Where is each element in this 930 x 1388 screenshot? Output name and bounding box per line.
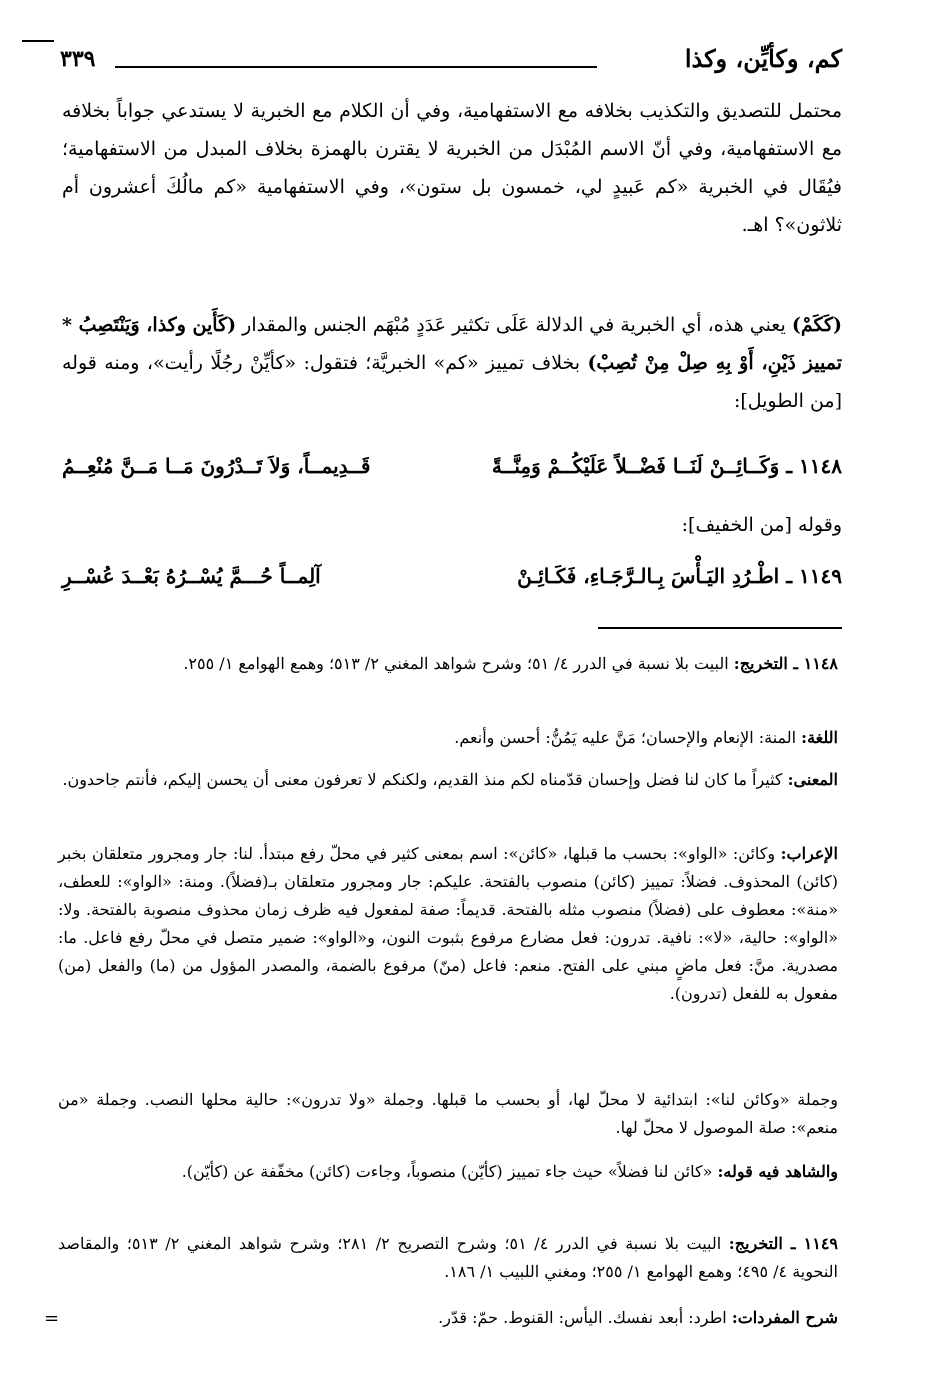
- footnote-1148-text: البيت بلا نسبة في الدرر ٤/ ٥١؛ وشرح شواهد المغني ٢/ ٥١٣؛ وهمع الهوامع ١/ ٢٥٥.: [183, 654, 734, 673]
- continuation-mark: =: [44, 1308, 60, 1329]
- footnote-1148-takhrij: [58, 650, 838, 678]
- footnote-mana: [58, 766, 838, 794]
- footnote-1149-text: البيت بلا نسبة في الدرر ٤/ ٥١؛ وشرح التصريح ٢/ ٢٨١؛ وشرح شواهد المغني ٢/ ٥١٣؛ والمقاصد النحوية ٤/ ٤٩٥؛ وهمع الهوامع ١/ ٢٥٥؛ ومغني اللبيب ١/ ١٨٦.: [58, 1234, 838, 1281]
- mufradat-text: اطرد: أبعد نفسك. اليأس: القنوط. حمّ: قدّر.: [438, 1308, 732, 1327]
- irab-text: وكائن: «الواو»: بحسب ما قبلها، «كائن»: اسم بمعنى كثير في محلّ رفع مبتدأ. لنا: جار ومجرور متعلقان بخبر (كائن) المحذوف. فضلاً: تمييز (كائن) منصوب بالفتحة. عليكم: جار ومجرور متعلقان بـ(فضلاً). ومنة: «الواو»: للعطف، «منة»: معطوف على (فضلاً) منصوب مثله بالفتحة. قديماً: صفة لمفعول فيه ظرف زمان محذوف منصوبة بالفتحة. ولا: «الواو»: حالية، «لا»: نافية. تدرون: فعل مضارع مرفوع بثبوت النون، و«الواو»: ضمير متصل في محلّ رفع فاعل. ما: مصدرية. منَّ: فعل ماضٍ مبني على الفتح. منعم: فاعل (منّ) مرفوع بالضمة، والمصدر المؤول من (ما) والفعل (من) مفعول به للفعل (تدرون).: [58, 844, 838, 1003]
- header-title: كم، وكأيِّن، وكذا: [684, 44, 842, 73]
- commentary-fragment-b: بخلاف تمييز «كم» الخبريَّة؛ فتقول: «كأيِّنْ رجُلًا رأيت»، ومنه قوله [من الطويل]:: [62, 352, 842, 412]
- footnote-1148-label: ١١٤٨ ـ التخريج:: [733, 654, 838, 673]
- footnote-1149-takhrij: [58, 1230, 838, 1286]
- shahid-label: والشاهد فيه قوله:: [717, 1162, 838, 1181]
- corner-mark: [22, 40, 54, 42]
- commentary-fragment-a: يعني هذه، أي الخبرية في الدلالة عَلَى تكثير عَدَدٍ مُبْهَم الجنس والمقدار: [236, 314, 792, 336]
- footnote-jumla: [58, 1086, 838, 1142]
- verse-1149: [62, 564, 842, 608]
- shahid-text: «كائن لنا فضلاً» حيث جاء تمييز (كأيّن) منصوباً، وجاءت (كائن) مخفّفة عن (كأيّن).: [181, 1162, 718, 1181]
- mana-text: كثيراً ما كان لنا فضل وإحسان قدّمناه لكم منذ القديم، ولكنكم لا تعرفون معنى أن يحسن إليكم، فأنتم جاحدون.: [62, 770, 788, 789]
- footnote-mufradat: [58, 1304, 838, 1332]
- verse-1148-first-hemistich: ١١٤٨ ـ وَكَــائِــنْ لَنَــا فَضْــلاً عَلَيْكُــمْ وَمِنَّــةً: [491, 454, 842, 478]
- paragraph-2: [62, 306, 842, 420]
- paragraph-1: [62, 92, 842, 244]
- irab-label: الإعراب:: [780, 844, 838, 863]
- jumla-text: وجملة «وكائن لنا»: ابتدائية لا محلّ لها، أو بحسب ما قبلها. وجملة «ولا تدرون»: حالية محلها النصب. وجملة «من منعم»: صلة الموصول لا محلّ لها.: [58, 1090, 839, 1137]
- lugha-text: المنة: الإنعام والإحسان؛ مَنَّ عليه يَمُنُّ: أحسن وأنعم.: [454, 728, 802, 747]
- mufradat-label: شرح المفردات:: [731, 1308, 838, 1327]
- verse-1149-second-hemistich: آلِمــاً حُـــمَّ يُسْــرُهُ بَعْــدَ عُسْــرِ: [62, 564, 321, 588]
- verse-1148: [62, 454, 842, 498]
- matn-fragment-a: (كَكَمْ): [791, 314, 842, 336]
- footnote-shahid: [58, 1158, 838, 1186]
- verse-1148-second-hemistich: قَــدِيمــاً، وَلاَ تَــدْرُونَ مَــا مَــنَّ مُنْعِــمُ: [62, 454, 371, 478]
- verse-1149-intro: وقوله [من الخفيف]:: [681, 514, 842, 536]
- running-header: [60, 44, 842, 84]
- footnote-lugha: [58, 724, 838, 752]
- paragraph-1-text: محتمل للتصديق والتكذيب بخلافه مع الاستفهامية، وفي أن الكلام مع الخبرية لا يستدعي جواباً بخلافه مع الاستفهامية، وفي أنّ الاسم المُبْدَل من الخبرية لا يقترن بالهمزة بخلاف المبدل من الاستفهامية؛ فيُقَال في الخبرية «كم عَبيدٍ لي، خمسون بل ستون»، وفي الاستفهامية «كم مالُكَ أعشرون أم ثلاثون»؟ اهـ.: [62, 100, 842, 236]
- matn-fragment-b: (كَأَين وكذا، وَيَنْتَصِبُ * تمييز ذَيْنِ، أَوْ بِهِ صِلْ مِنْ تُصِبْ): [62, 314, 842, 374]
- page-number: ٣٣٩: [60, 46, 96, 72]
- footnote-separator: [598, 627, 842, 629]
- footnote-irab: [58, 840, 838, 1008]
- header-rule: [115, 66, 597, 68]
- lugha-label: اللغة:: [801, 728, 838, 747]
- verse-1149-first-hemistich: ١١٤٩ ـ اطْـرُدِ اليَـأْسَ بِـالـرَّجَـاءِ، فَكَـائِـنْ: [517, 564, 842, 588]
- mana-label: المعنى:: [787, 770, 838, 789]
- footnote-1149-label: ١١٤٩ ـ التخريج:: [728, 1234, 838, 1253]
